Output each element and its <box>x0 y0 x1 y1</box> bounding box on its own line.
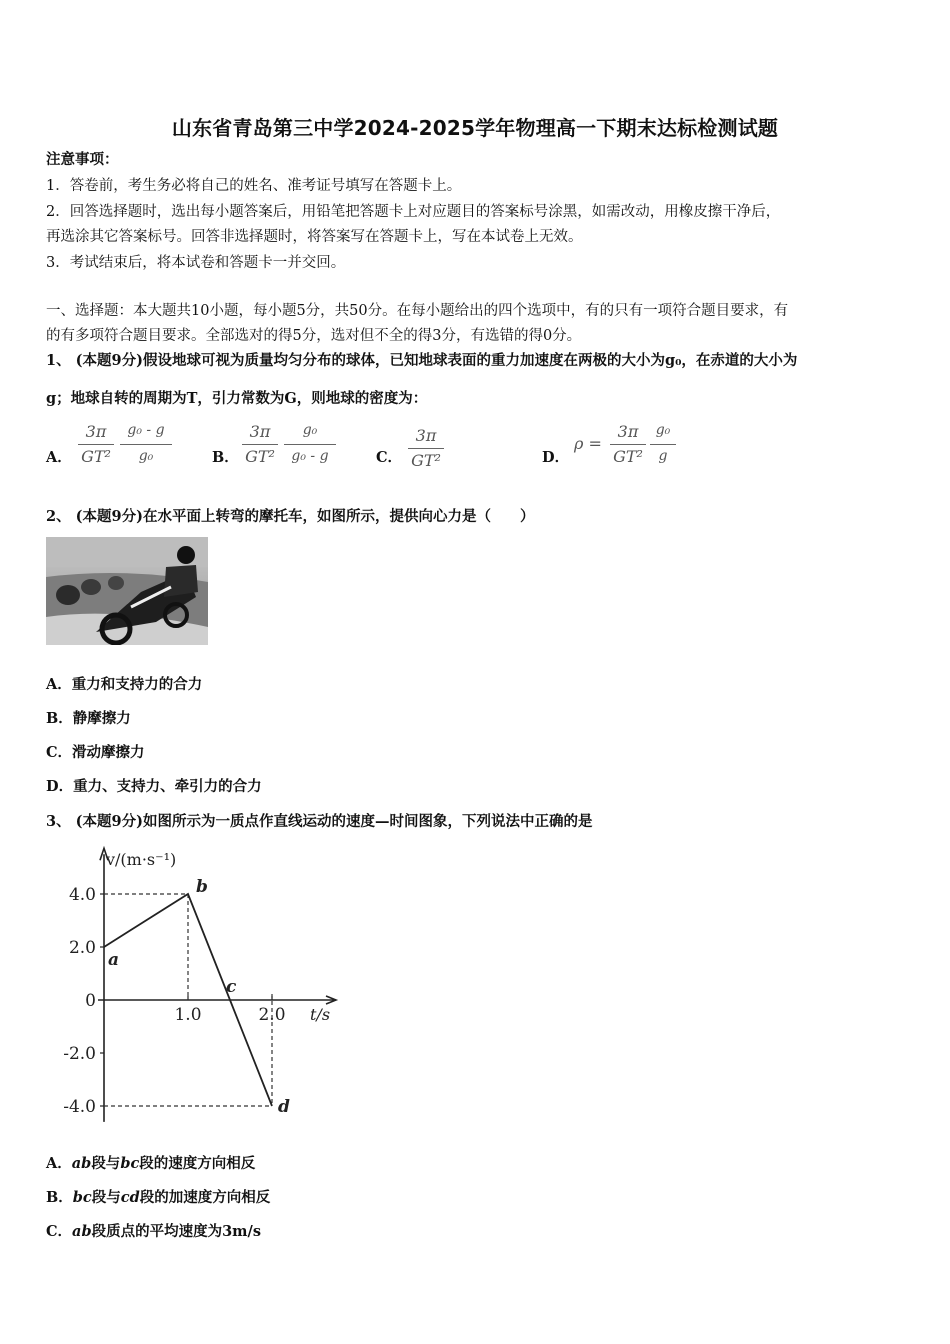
question-1-options <box>46 420 906 480</box>
option-text: 段与 <box>91 1189 121 1206</box>
motorcycle-photo <box>46 537 208 645</box>
question-3-stem: 3、 (本题9分)如图所示为一质点作直线运动的速度—时间图象，下列说法中正确的是 <box>46 813 593 830</box>
numerator: 3π <box>415 426 437 445</box>
numerator: 3π <box>85 422 107 441</box>
question-2-stem: 2、 (本题9分)在水平面上转弯的摩托车，如图所示，提供向心力是（ ） <box>46 508 535 525</box>
option-b[interactable] <box>46 1188 908 1208</box>
notice-heading: 注意事项： <box>46 151 119 168</box>
y-tick-label: 0 <box>85 991 96 1011</box>
denominator: GT² <box>613 447 643 466</box>
fraction-bar <box>650 444 676 445</box>
numerator: g₀ <box>655 422 671 438</box>
denominator: g₀ - g <box>291 448 329 464</box>
denominator: g₀ <box>138 448 154 464</box>
question-1-stem: 1、 (本题9分)假设地球可视为质量均匀分布的球体，已知地球表面的重力加速度在两极的大小为g₀，在赤道的大小为 <box>46 352 798 369</box>
rho-symbol: ρ = <box>574 434 602 453</box>
option-label: A． <box>46 1155 72 1172</box>
segment-name: bc <box>72 1189 92 1206</box>
x-tick-label: 1.0 <box>174 1005 202 1025</box>
point-label: a <box>108 950 120 970</box>
numerator: g₀ <box>302 422 318 438</box>
fraction <box>406 424 446 480</box>
option-b[interactable] <box>212 420 362 480</box>
point-label: c <box>226 977 237 997</box>
y-tick-label: 2.0 <box>68 938 96 958</box>
notice-item: 2．回答选择题时，选出每小题答案后，用铅笔把答题卡上对应题目的答案标号涂黑，如需改动，用橡皮擦干净后， <box>46 204 781 220</box>
notice-item: 3．考试结束后，将本试卷和答题卡一并交回。 <box>46 255 346 271</box>
section-instructions: 一、选择题：本大题共10小题，每小题5分，共50分。在每小题给出的四个选项中，有的只有一项符合题目要求，有 <box>46 303 789 319</box>
denominator: GT² <box>245 447 275 466</box>
option-text: 段的加速度方向相反 <box>139 1189 271 1206</box>
page-title: 山东省青岛第三中学2024-2025学年物理高一下期末达标检测试题 <box>171 116 779 140</box>
segment-name: bc <box>120 1155 140 1172</box>
fraction <box>282 420 338 480</box>
option-c[interactable] <box>46 1222 908 1242</box>
y-tick-label: 4.0 <box>68 885 96 905</box>
numerator: g₀ - g <box>127 422 165 438</box>
section-instructions: 的有多项符合题目要求。全部选对的得5分，选对但不全的得3分，有选错的得0分。 <box>46 328 582 344</box>
point-label: b <box>196 877 208 897</box>
motorcycle-image <box>46 537 208 645</box>
fraction-bar <box>408 448 444 449</box>
denominator: GT² <box>81 447 111 466</box>
option-d[interactable] <box>542 420 722 480</box>
option-label: C． <box>376 449 403 466</box>
x-tick-label: 2.0 <box>258 1005 286 1025</box>
segment-name: ab <box>72 1223 92 1240</box>
notice-item: 再选涂其它答案标号。回答非选择题时，将答案写在答题卡上，写在本试卷上无效。 <box>46 229 583 245</box>
y-tick-label: -2.0 <box>63 1044 96 1064</box>
option-label: B． <box>46 1189 73 1206</box>
question-1-stem: g；地球自转的周期为T，引力常数为G，则地球的密度为： <box>46 390 428 407</box>
option-a[interactable] <box>46 420 196 480</box>
fraction <box>648 420 678 480</box>
denominator: g <box>658 448 668 464</box>
fraction-bar <box>78 444 114 445</box>
segment-name: ab <box>71 1155 92 1172</box>
numerator: 3π <box>249 422 271 441</box>
option-text: 段质点的平均速度为3m/s <box>91 1223 261 1240</box>
fraction <box>240 420 280 480</box>
option-b[interactable]: B．静摩擦力 <box>46 710 131 727</box>
option-d[interactable]: D．重力、支持力、牵引力的合力 <box>46 778 262 795</box>
fraction <box>76 420 116 480</box>
segment-name: cd <box>120 1189 140 1206</box>
denominator: GT² <box>411 451 441 470</box>
option-c[interactable] <box>376 420 486 480</box>
notice-item: 1．答卷前，考生务必将自己的姓名、准考证号填写在答题卡上。 <box>46 178 462 194</box>
numerator: 3π <box>617 422 639 441</box>
option-a[interactable] <box>46 1154 908 1174</box>
option-text: 段与 <box>91 1155 121 1172</box>
option-text: 段的速度方向相反 <box>139 1155 256 1172</box>
fraction-bar <box>120 444 172 445</box>
option-label: A． <box>46 449 72 466</box>
point-label: d <box>278 1097 290 1117</box>
y-axis-label: v/(m·s⁻¹) <box>106 850 177 869</box>
velocity-time-chart <box>46 845 346 1125</box>
fraction-bar <box>242 444 278 445</box>
fraction-bar <box>610 444 646 445</box>
fraction-bar <box>284 444 336 445</box>
fraction <box>608 420 648 480</box>
chart-svg <box>46 845 346 1125</box>
option-c[interactable]: C．滑动摩擦力 <box>46 744 145 761</box>
option-label: B． <box>212 449 239 466</box>
fraction <box>118 420 174 480</box>
x-axis-label: t/s <box>310 1005 331 1024</box>
option-label: D． <box>542 449 570 466</box>
y-tick-label: -4.0 <box>63 1097 96 1117</box>
option-a[interactable]: A．重力和支持力的合力 <box>46 676 203 693</box>
option-label: C． <box>46 1223 73 1240</box>
